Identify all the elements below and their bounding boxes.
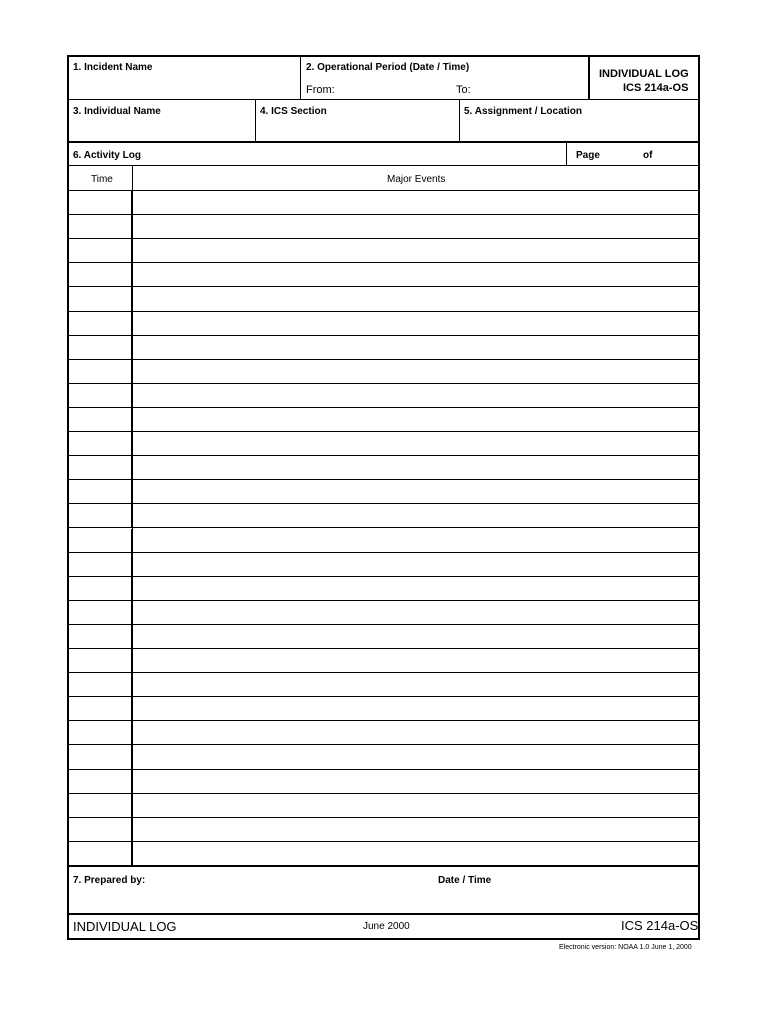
table-row bbox=[69, 360, 698, 384]
time-cell[interactable] bbox=[69, 336, 132, 359]
major-events-cell[interactable] bbox=[133, 287, 698, 310]
electronic-version-note: Electronic version: NOAA 1.0 June 1, 2000 bbox=[559, 944, 692, 951]
footer-form-number: ICS 214a-OS bbox=[621, 918, 699, 933]
table-row bbox=[69, 263, 698, 287]
of-label: of bbox=[643, 150, 653, 161]
time-cell[interactable] bbox=[69, 770, 132, 793]
divider bbox=[69, 913, 698, 915]
time-cell[interactable] bbox=[69, 360, 132, 383]
major-events-cell[interactable] bbox=[133, 432, 698, 455]
footer-date: June 2000 bbox=[363, 921, 410, 932]
table-row bbox=[69, 625, 698, 649]
table-row bbox=[69, 697, 698, 721]
time-cell[interactable] bbox=[69, 384, 132, 407]
major-events-cell[interactable] bbox=[133, 553, 698, 576]
time-cell[interactable] bbox=[69, 504, 132, 527]
divider bbox=[588, 57, 590, 99]
from-field[interactable] bbox=[339, 79, 449, 97]
table-row bbox=[69, 553, 698, 577]
time-cell[interactable] bbox=[69, 794, 132, 817]
form-title: INDIVIDUAL LOG bbox=[599, 68, 689, 80]
time-cell[interactable] bbox=[69, 432, 132, 455]
table-row bbox=[69, 239, 698, 263]
major-events-cell[interactable] bbox=[133, 263, 698, 286]
table-row bbox=[69, 287, 698, 311]
divider bbox=[300, 57, 301, 99]
date-time-field[interactable] bbox=[499, 869, 694, 909]
table-row bbox=[69, 480, 698, 504]
table-row bbox=[69, 215, 698, 239]
major-events-cell[interactable] bbox=[133, 842, 698, 866]
form-number: ICS 214a-OS bbox=[623, 82, 689, 94]
table-row bbox=[69, 432, 698, 456]
divider bbox=[69, 141, 698, 143]
table-row bbox=[69, 794, 698, 818]
page-label: Page bbox=[576, 150, 600, 161]
major-events-cell[interactable] bbox=[133, 191, 698, 214]
major-events-cell[interactable] bbox=[133, 601, 698, 624]
table-row bbox=[69, 673, 698, 697]
table-row bbox=[69, 745, 698, 769]
major-events-cell[interactable] bbox=[133, 215, 698, 238]
incident-name-label: 1. Incident Name bbox=[73, 62, 153, 73]
divider bbox=[255, 99, 256, 141]
divider bbox=[69, 865, 698, 867]
major-events-cell[interactable] bbox=[133, 384, 698, 407]
prepared-by-field[interactable] bbox=[159, 869, 429, 909]
table-row bbox=[69, 577, 698, 601]
time-cell[interactable] bbox=[69, 842, 132, 866]
table-row bbox=[69, 842, 698, 866]
time-cell[interactable] bbox=[69, 649, 132, 672]
time-cell[interactable] bbox=[69, 480, 132, 503]
ics-section-field[interactable] bbox=[257, 119, 457, 139]
time-cell[interactable] bbox=[69, 745, 132, 768]
major-events-cell[interactable] bbox=[133, 529, 698, 552]
major-events-cell[interactable] bbox=[133, 504, 698, 527]
col-events-header: Major Events bbox=[387, 174, 446, 185]
time-cell[interactable] bbox=[69, 239, 132, 262]
major-events-cell[interactable] bbox=[133, 673, 698, 696]
major-events-cell[interactable] bbox=[133, 649, 698, 672]
time-cell[interactable] bbox=[69, 215, 132, 238]
major-events-cell[interactable] bbox=[133, 239, 698, 262]
from-label: From: bbox=[306, 84, 335, 96]
table-row bbox=[69, 456, 698, 480]
page-total-field[interactable] bbox=[659, 145, 695, 163]
footer-form-name: INDIVIDUAL LOG bbox=[73, 919, 177, 934]
divider bbox=[69, 165, 698, 166]
table-row bbox=[69, 312, 698, 336]
ics-section-label: 4. ICS Section bbox=[260, 106, 327, 117]
major-events-cell[interactable] bbox=[133, 625, 698, 648]
table-row bbox=[69, 721, 698, 745]
time-cell[interactable] bbox=[69, 625, 132, 648]
individual-name-field[interactable] bbox=[71, 119, 253, 139]
table-row bbox=[69, 601, 698, 625]
assignment-field[interactable] bbox=[461, 119, 696, 139]
time-cell[interactable] bbox=[69, 529, 132, 552]
to-label: To: bbox=[456, 84, 471, 96]
time-cell[interactable] bbox=[69, 673, 132, 696]
table-row bbox=[69, 408, 698, 432]
major-events-cell[interactable] bbox=[133, 721, 698, 744]
incident-name-field[interactable] bbox=[71, 75, 297, 97]
assignment-label: 5. Assignment / Location bbox=[464, 106, 582, 117]
ics-214a-form bbox=[67, 55, 700, 940]
major-events-cell[interactable] bbox=[133, 577, 698, 600]
activity-log-table bbox=[69, 191, 698, 866]
time-cell[interactable] bbox=[69, 191, 132, 214]
time-cell[interactable] bbox=[69, 697, 132, 720]
to-field[interactable] bbox=[474, 79, 584, 97]
time-cell[interactable] bbox=[69, 263, 132, 286]
major-events-cell[interactable] bbox=[133, 408, 698, 431]
time-cell[interactable] bbox=[69, 287, 132, 310]
table-row bbox=[69, 336, 698, 360]
divider bbox=[566, 143, 567, 165]
divider bbox=[69, 99, 698, 100]
time-cell[interactable] bbox=[69, 721, 132, 744]
major-events-cell[interactable] bbox=[133, 770, 698, 793]
table-row bbox=[69, 649, 698, 673]
operational-period-label: 2. Operational Period (Date / Time) bbox=[306, 62, 470, 73]
time-cell[interactable] bbox=[69, 577, 132, 600]
major-events-cell[interactable] bbox=[133, 360, 698, 383]
divider bbox=[459, 99, 460, 141]
table-row bbox=[69, 770, 698, 794]
major-events-cell[interactable] bbox=[133, 697, 698, 720]
major-events-cell[interactable] bbox=[133, 312, 698, 335]
major-events-cell[interactable] bbox=[133, 818, 698, 841]
time-cell[interactable] bbox=[69, 818, 132, 841]
date-time-label: Date / Time bbox=[438, 875, 492, 886]
major-events-cell[interactable] bbox=[133, 794, 698, 817]
table-row bbox=[69, 504, 698, 528]
activity-log-label: 6. Activity Log bbox=[73, 150, 141, 161]
major-events-cell[interactable] bbox=[133, 480, 698, 503]
table-row bbox=[69, 384, 698, 408]
major-events-cell[interactable] bbox=[133, 745, 698, 768]
time-cell[interactable] bbox=[69, 312, 132, 335]
prepared-by-label: 7. Prepared by: bbox=[73, 875, 146, 886]
page-number-field[interactable] bbox=[604, 145, 642, 163]
major-events-cell[interactable] bbox=[133, 336, 698, 359]
time-cell[interactable] bbox=[69, 553, 132, 576]
table-row bbox=[69, 191, 698, 215]
table-row bbox=[69, 818, 698, 842]
col-time-header: Time bbox=[91, 174, 113, 185]
table-row bbox=[69, 529, 698, 553]
time-cell[interactable] bbox=[69, 456, 132, 479]
major-events-cell[interactable] bbox=[133, 456, 698, 479]
individual-name-label: 3. Individual Name bbox=[73, 106, 161, 117]
time-cell[interactable] bbox=[69, 408, 132, 431]
time-cell[interactable] bbox=[69, 601, 132, 624]
